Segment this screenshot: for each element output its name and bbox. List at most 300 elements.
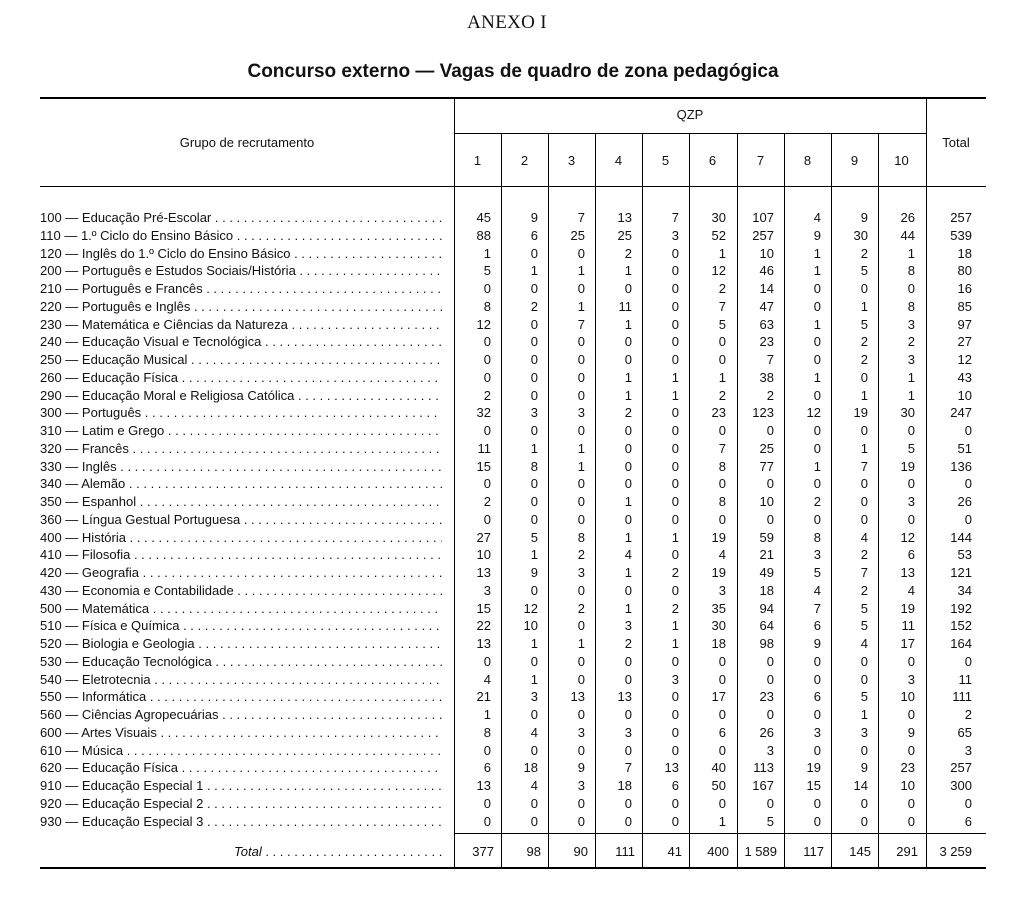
zone-value-cell: 77	[759, 458, 774, 474]
zone-value-cell: 1	[530, 547, 538, 563]
zone-value-cell: 0	[671, 263, 679, 279]
zone-value-cell: 7	[860, 458, 868, 474]
zone-value-cell: 0	[530, 494, 538, 509]
zone-value-cell: 3	[530, 405, 538, 421]
table-row	[40, 209, 986, 227]
zone-value-cell: 7	[860, 565, 868, 580]
recruitment-group-text: 360 — Língua Gestual Portuguesa	[40, 511, 241, 527]
zone-value-cell: 113	[753, 760, 774, 776]
zone-value-cell: 0	[671, 476, 679, 492]
zone-value-cell: 0	[907, 281, 915, 296]
recruitment-group-label	[40, 458, 442, 476]
zone-value-cell: 0	[671, 405, 679, 421]
zone-total-cell: 400	[707, 844, 729, 859]
zone-value-cell: 40	[711, 760, 726, 776]
zone-total-cell: 145	[849, 844, 871, 859]
zone-value-cell: 4	[860, 529, 868, 545]
zone-value-cell: 0	[907, 742, 915, 758]
row-total-cell: 539	[950, 227, 972, 243]
table-row	[40, 511, 986, 529]
table-row	[40, 813, 986, 831]
zone-value-cell: 0	[671, 423, 679, 438]
zone-value-cell: 1	[907, 387, 915, 403]
recruitment-group-label	[40, 759, 442, 777]
zone-value-cell: 0	[624, 476, 632, 492]
zone-value-cell: 2	[577, 547, 585, 563]
zone-value-cell: 0	[766, 511, 774, 527]
zone-value-cell: 6	[671, 778, 679, 793]
zone-value-cell: 1	[624, 600, 632, 616]
zone-value-cell: 5	[860, 316, 868, 332]
row-total-cell: 0	[964, 423, 972, 438]
zone-value-cell: 0	[813, 423, 821, 438]
zone-value-cell: 13	[570, 689, 585, 705]
zone-value-cell: 25	[617, 227, 632, 243]
zone-value-cell: 0	[530, 653, 538, 669]
zone-value-cell: 0	[671, 813, 679, 829]
zone-value-cell: 0	[907, 795, 915, 811]
recruitment-group-text: 210 — Português e Francês	[40, 281, 203, 296]
zone-value-cell: 0	[907, 813, 915, 829]
row-total-cell: 97	[957, 316, 972, 332]
recruitment-group-text: 530 — Educação Tecnológica	[40, 653, 212, 669]
zone-value-cell: 2	[624, 405, 632, 421]
zone-value-cell: 5	[530, 529, 538, 545]
zone-value-cell: 5	[766, 813, 774, 829]
recruitment-group-label	[40, 529, 442, 547]
recruitment-group-text: 600 — Artes Visuais	[40, 724, 157, 740]
zone-value-cell: 0	[483, 369, 491, 385]
zone-value-cell: 1	[624, 369, 632, 385]
zone-value-cell: 0	[718, 742, 726, 758]
zone-value-cell: 10	[759, 494, 774, 509]
zone-total-cell: 377	[472, 844, 494, 859]
total-header: Total	[942, 135, 970, 150]
zone-value-cell: 19	[900, 458, 915, 474]
zone-value-cell: 4	[813, 210, 821, 225]
recruitment-group-label	[40, 653, 442, 671]
zone-value-cell: 4	[530, 778, 538, 793]
zone-value-cell: 0	[860, 423, 868, 438]
zone-value-cell: 26	[759, 724, 774, 740]
zone-value-cell: 0	[671, 742, 679, 758]
zone-value-cell: 0	[624, 707, 632, 722]
zone-value-cell: 19	[711, 565, 726, 580]
zone-value-cell: 1	[577, 263, 585, 279]
zone-value-cell: 1	[483, 707, 491, 722]
zone-value-cell: 8	[907, 263, 915, 279]
zone-value-cell: 12	[806, 405, 821, 421]
zone-value-cell: 0	[718, 423, 726, 438]
recruitment-group-label	[40, 280, 442, 298]
recruitment-group-label	[40, 706, 442, 724]
recruitment-group-text: 430 — Economia e Contabilidade	[40, 582, 234, 598]
zone-value-cell: 0	[577, 671, 585, 687]
row-total-cell: 34	[957, 582, 972, 598]
zone-value-cell: 0	[624, 813, 632, 829]
zone-value-cell: 0	[671, 458, 679, 474]
zone-value-cell: 7	[813, 600, 821, 616]
zone-value-cell: 94	[759, 600, 774, 616]
zone-value-cell: 0	[577, 511, 585, 527]
zone-header: 1	[473, 153, 482, 168]
zone-value-cell: 8	[483, 724, 491, 740]
zone-value-cell: 1	[860, 440, 868, 456]
zone-value-cell: 0	[577, 813, 585, 829]
zone-value-cell: 0	[483, 423, 491, 438]
zone-value-cell: 0	[766, 795, 774, 811]
zone-value-cell: 7	[577, 210, 585, 225]
zone-value-cell: 3	[907, 671, 915, 687]
zone-value-cell: 0	[718, 334, 726, 350]
zone-value-cell: 5	[718, 316, 726, 332]
zone-value-cell: 9	[813, 227, 821, 243]
zone-value-cell: 7	[718, 298, 726, 314]
recruitment-group-label	[40, 635, 442, 653]
zone-value-cell: 0	[483, 352, 491, 367]
zone-value-cell: 2	[718, 281, 726, 296]
table-row	[40, 600, 986, 618]
zone-value-cell: 1	[624, 494, 632, 509]
row-total-cell: 6	[964, 813, 972, 829]
annex-title: ANEXO I	[467, 12, 547, 33]
recruitment-group-label	[40, 387, 442, 405]
table-row	[40, 298, 986, 316]
row-total-cell: 51	[957, 440, 972, 456]
table-row	[40, 316, 986, 334]
zone-value-cell: 0	[624, 334, 632, 350]
recruitment-group-text: 500 — Matemática	[40, 600, 150, 616]
recruitment-group-text: 520 — Biologia e Geologia	[40, 636, 195, 651]
recruitment-group-text: 620 — Educação Física	[40, 760, 179, 776]
zone-value-cell: 3	[530, 689, 538, 705]
zone-value-cell: 19	[806, 760, 821, 776]
zone-value-cell: 18	[523, 760, 538, 776]
zone-value-cell: 1	[530, 671, 538, 687]
recruitment-group-label	[40, 404, 442, 422]
zone-value-cell: 0	[671, 281, 679, 296]
zone-value-cell: 25	[759, 440, 774, 456]
table-row	[40, 742, 986, 760]
zone-total-cell: 41	[667, 844, 682, 859]
zone-value-cell: 46	[759, 263, 774, 279]
zone-value-cell: 30	[900, 405, 915, 421]
zone-value-cell: 1	[483, 245, 491, 261]
zone-value-cell: 0	[860, 511, 868, 527]
recruitment-group-label	[40, 316, 442, 334]
table-row	[40, 280, 986, 298]
recruitment-group-label	[40, 582, 442, 600]
zone-value-cell: 0	[860, 671, 868, 687]
zone-value-cell: 23	[900, 760, 915, 776]
zone-value-cell: 1	[624, 263, 632, 279]
recruitment-group-label	[40, 475, 442, 493]
recruitment-group-text: 230 — Matemática e Ciências da Natureza	[40, 316, 288, 332]
zone-value-cell: 1	[907, 245, 915, 261]
zone-value-cell: 7	[577, 316, 585, 332]
table-row	[40, 404, 986, 422]
zone-value-cell: 0	[671, 245, 679, 261]
zone-value-cell: 2	[671, 600, 679, 616]
zone-value-cell: 3	[671, 671, 679, 687]
table-row	[40, 262, 986, 280]
table-row	[40, 227, 986, 245]
table-row	[40, 333, 986, 351]
zone-value-cell: 10	[523, 618, 538, 634]
recruitment-group-label	[40, 688, 442, 706]
zone-value-cell: 2	[624, 636, 632, 651]
zone-value-cell: 0	[530, 281, 538, 296]
zone-header: 9	[850, 153, 859, 168]
zone-value-cell: 0	[624, 458, 632, 474]
zone-value-cell: 0	[530, 795, 538, 811]
zone-value-cell: 0	[577, 618, 585, 634]
zone-value-cell: 59	[759, 529, 774, 545]
zone-value-cell: 30	[711, 210, 726, 225]
table-top-rule	[40, 97, 986, 99]
zone-value-cell: 7	[671, 210, 679, 225]
row-total-cell: 53	[957, 547, 972, 563]
zone-value-cell: 0	[907, 707, 915, 722]
zone-value-cell: 2	[860, 334, 868, 350]
zone-header: 3	[567, 153, 576, 168]
zone-value-cell: 0	[766, 707, 774, 722]
zone-value-cell: 0	[671, 316, 679, 332]
zone-value-cell: 4	[813, 582, 821, 598]
zone-value-cell: 0	[530, 511, 538, 527]
recruitment-group-text: 550 — Informática	[40, 689, 147, 705]
zone-value-cell: 0	[766, 476, 774, 492]
zone-value-cell: 5	[907, 440, 915, 456]
zone-value-cell: 64	[759, 618, 774, 634]
zone-value-cell: 0	[671, 653, 679, 669]
zone-value-cell: 0	[577, 582, 585, 598]
zone-value-cell: 11	[618, 298, 632, 314]
zone-value-cell: 3	[907, 316, 915, 332]
zone-value-cell: 63	[759, 316, 774, 332]
zone-value-cell: 13	[664, 760, 679, 776]
zone-value-cell: 6	[907, 547, 915, 563]
recruitment-group-label	[40, 546, 442, 564]
zone-total-cell: 98	[526, 844, 541, 859]
zone-value-cell: 7	[766, 352, 774, 367]
table-row	[40, 351, 986, 369]
row-total-cell: 192	[950, 600, 972, 616]
recruitment-group-text: 560 — Ciências Agropecuárias	[40, 707, 219, 722]
zone-value-cell: 0	[813, 387, 821, 403]
zone-value-cell: 26	[900, 210, 915, 225]
row-total-cell: 2	[964, 707, 972, 722]
zone-value-cell: 0	[718, 511, 726, 527]
zone-value-cell: 7	[624, 760, 632, 776]
zone-value-cell: 22	[476, 618, 491, 634]
zone-value-cell: 0	[671, 795, 679, 811]
zone-value-cell: 12	[523, 600, 538, 616]
zone-value-cell: 2	[860, 547, 868, 563]
recruitment-group-text: 260 — Educação Física	[40, 369, 179, 385]
row-total-cell: 300	[950, 778, 972, 793]
zone-value-cell: 1	[860, 707, 868, 722]
zone-value-cell: 9	[577, 760, 585, 776]
zone-value-cell: 1	[624, 387, 632, 403]
zone-value-cell: 0	[530, 742, 538, 758]
zone-value-cell: 9	[530, 565, 538, 580]
zone-value-cell: 44	[900, 227, 915, 243]
zone-value-cell: 3	[860, 724, 868, 740]
zone-value-cell: 2	[718, 387, 726, 403]
row-total-cell: 16	[957, 281, 972, 296]
zone-value-cell: 2	[860, 352, 868, 367]
totals-label	[234, 842, 442, 862]
recruitment-group-label	[40, 564, 442, 582]
zone-value-cell: 5	[860, 600, 868, 616]
zone-value-cell: 32	[476, 405, 491, 421]
zone-value-cell: 13	[617, 210, 632, 225]
zone-value-cell: 4	[530, 724, 538, 740]
zone-value-cell: 1	[577, 298, 585, 314]
zone-value-cell: 1	[860, 387, 868, 403]
zone-value-cell: 0	[577, 281, 585, 296]
recruitment-group-text: 200 — Português e Estudos Sociais/História	[40, 263, 296, 279]
zone-value-cell: 10	[476, 547, 491, 563]
row-total-cell: 80	[957, 263, 972, 279]
table-row	[40, 582, 986, 600]
zone-value-cell: 0	[577, 795, 585, 811]
zone-value-cell: 8	[813, 529, 821, 545]
recruitment-group-label	[40, 600, 442, 618]
zone-header: 6	[708, 153, 717, 168]
zone-value-cell: 0	[530, 334, 538, 350]
zone-value-cell: 0	[813, 671, 821, 687]
recruitment-group-label	[40, 440, 442, 458]
zone-value-cell: 0	[860, 369, 868, 385]
zone-value-cell: 0	[624, 742, 632, 758]
zone-value-cell: 0	[907, 511, 915, 527]
zone-value-cell: 0	[671, 582, 679, 598]
table-row	[40, 777, 986, 795]
row-total-cell: 0	[964, 476, 972, 492]
recruitment-group-text: 510 — Física e Química	[40, 618, 180, 634]
zone-value-cell: 0	[530, 387, 538, 403]
zone-value-cell: 0	[483, 813, 491, 829]
recruitment-group-text: 110 — 1.º Ciclo do Ensino Básico	[40, 227, 234, 243]
table-row	[40, 671, 986, 689]
zone-value-cell: 107	[752, 210, 774, 225]
zone-value-cell: 2	[483, 387, 491, 403]
zone-value-cell: 23	[759, 334, 774, 350]
recruitment-group-label	[40, 742, 442, 760]
row-total-cell: 121	[950, 565, 972, 580]
zone-value-cell: 14	[759, 281, 774, 296]
row-total-cell: 152	[950, 618, 972, 634]
zone-value-cell: 0	[624, 671, 632, 687]
zone-value-cell: 5	[813, 565, 821, 580]
vacancies-table	[40, 97, 986, 870]
recruitment-group-text: 250 — Educação Musical	[40, 352, 188, 367]
recruitment-group-text: 330 — Inglês	[40, 458, 117, 474]
row-total-cell: 247	[950, 405, 972, 421]
zone-value-cell: 0	[483, 653, 491, 669]
row-total-cell: 111	[952, 689, 972, 705]
zone-value-cell: 49	[759, 565, 774, 580]
table-row	[40, 795, 986, 813]
recruitment-group-text: 920 — Educação Especial 2	[40, 795, 204, 811]
zone-value-cell: 0	[577, 352, 585, 367]
zone-value-cell: 0	[483, 334, 491, 350]
zone-value-cell: 5	[860, 689, 868, 705]
zone-value-cell: 0	[813, 795, 821, 811]
zone-value-cell: 1	[624, 529, 632, 545]
recruitment-group-label	[40, 262, 442, 280]
zone-value-cell: 11	[477, 440, 491, 456]
zone-header: 4	[614, 153, 623, 168]
zone-value-cell: 4	[483, 671, 491, 687]
zone-value-cell: 1	[813, 316, 821, 332]
zone-value-cell: 38	[759, 369, 774, 385]
zone-value-cell: 3	[577, 724, 585, 740]
zone-total-cell: 111	[615, 844, 635, 859]
zone-value-cell: 25	[570, 227, 585, 243]
row-total-cell: 11	[958, 671, 972, 687]
zone-value-cell: 0	[718, 707, 726, 722]
zone-value-cell: 0	[530, 582, 538, 598]
table-body	[40, 209, 986, 830]
zone-value-cell: 10	[759, 245, 774, 261]
zone-value-cell: 5	[483, 263, 491, 279]
zone-value-cell: 17	[900, 636, 915, 651]
table-row	[40, 493, 986, 511]
zone-value-cell: 0	[624, 511, 632, 527]
zone-value-cell: 4	[624, 547, 632, 563]
zone-value-cell: 0	[860, 476, 868, 492]
zone-value-cell: 1	[624, 565, 632, 580]
zone-value-cell: 0	[718, 653, 726, 669]
table-row	[40, 564, 986, 582]
recruitment-group-label	[40, 813, 442, 831]
row-total-cell: 257	[950, 210, 972, 225]
zone-value-cell: 0	[813, 476, 821, 492]
zone-value-cell: 17	[711, 689, 726, 705]
zone-value-cell: 13	[617, 689, 632, 705]
zone-value-cell: 0	[577, 334, 585, 350]
table-row	[40, 529, 986, 547]
row-total-cell: 144	[950, 529, 972, 545]
recruitment-group-label	[40, 511, 442, 529]
zone-value-cell: 0	[624, 423, 632, 438]
row-total-cell: 65	[957, 724, 972, 740]
zone-value-cell: 19	[900, 600, 915, 616]
zone-value-cell: 9	[860, 760, 868, 776]
zone-value-cell: 0	[624, 281, 632, 296]
zone-value-cell: 15	[476, 600, 491, 616]
table-row	[40, 475, 986, 493]
row-total-cell: 0	[964, 511, 972, 527]
zone-value-cell: 1	[813, 245, 821, 261]
zone-value-cell: 12	[900, 529, 915, 545]
zone-value-cell: 13	[900, 565, 915, 580]
table-bottom-rule	[40, 867, 986, 869]
zone-value-cell: 0	[624, 795, 632, 811]
zone-value-cell: 27	[476, 529, 491, 545]
zone-value-cell: 1	[718, 369, 726, 385]
zone-value-cell: 0	[813, 440, 821, 456]
zone-value-cell: 0	[860, 281, 868, 296]
recruitment-group-label	[40, 333, 442, 351]
zone-value-cell: 1	[530, 263, 538, 279]
zone-value-cell: 0	[577, 494, 585, 509]
zone-value-cell: 3	[813, 547, 821, 563]
zone-value-cell: 1	[813, 263, 821, 279]
